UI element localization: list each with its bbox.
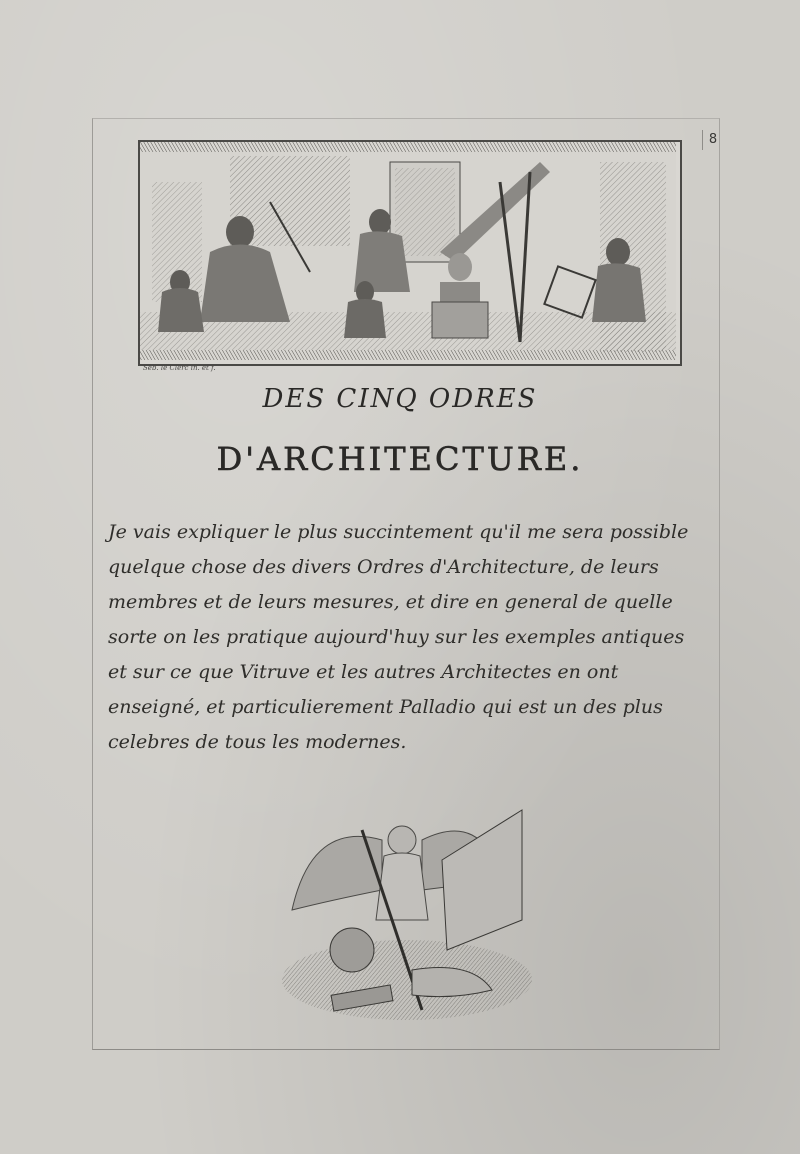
header-engraving [138, 140, 682, 366]
artists-studio-icon [140, 142, 676, 360]
body-paragraph: Je vais expliquer le plus succintement qu'il me sera possible quelque chose des divers Ordres d'Architecture, de leurs membres et de leurs mesures, et dire en general de quelle sorte on les pratique aujourd'huy sur les exemples antiques et sur ce que Vitruve et les autres Architectes en ont enseigné, et particulierement Palladio qui est un des plus celebres de tous les modernes. [108, 521, 689, 753]
page-heading: DES CINQ ODRES [262, 384, 538, 414]
winged-putto-icon [272, 800, 542, 1030]
page-subheading: D'ARCHITECTURE. [216, 440, 584, 478]
vignette-engraving [272, 800, 542, 1030]
page-number: 8 [702, 130, 723, 150]
engraving-signature: Seb. le Clerc in. et f. [143, 364, 216, 372]
